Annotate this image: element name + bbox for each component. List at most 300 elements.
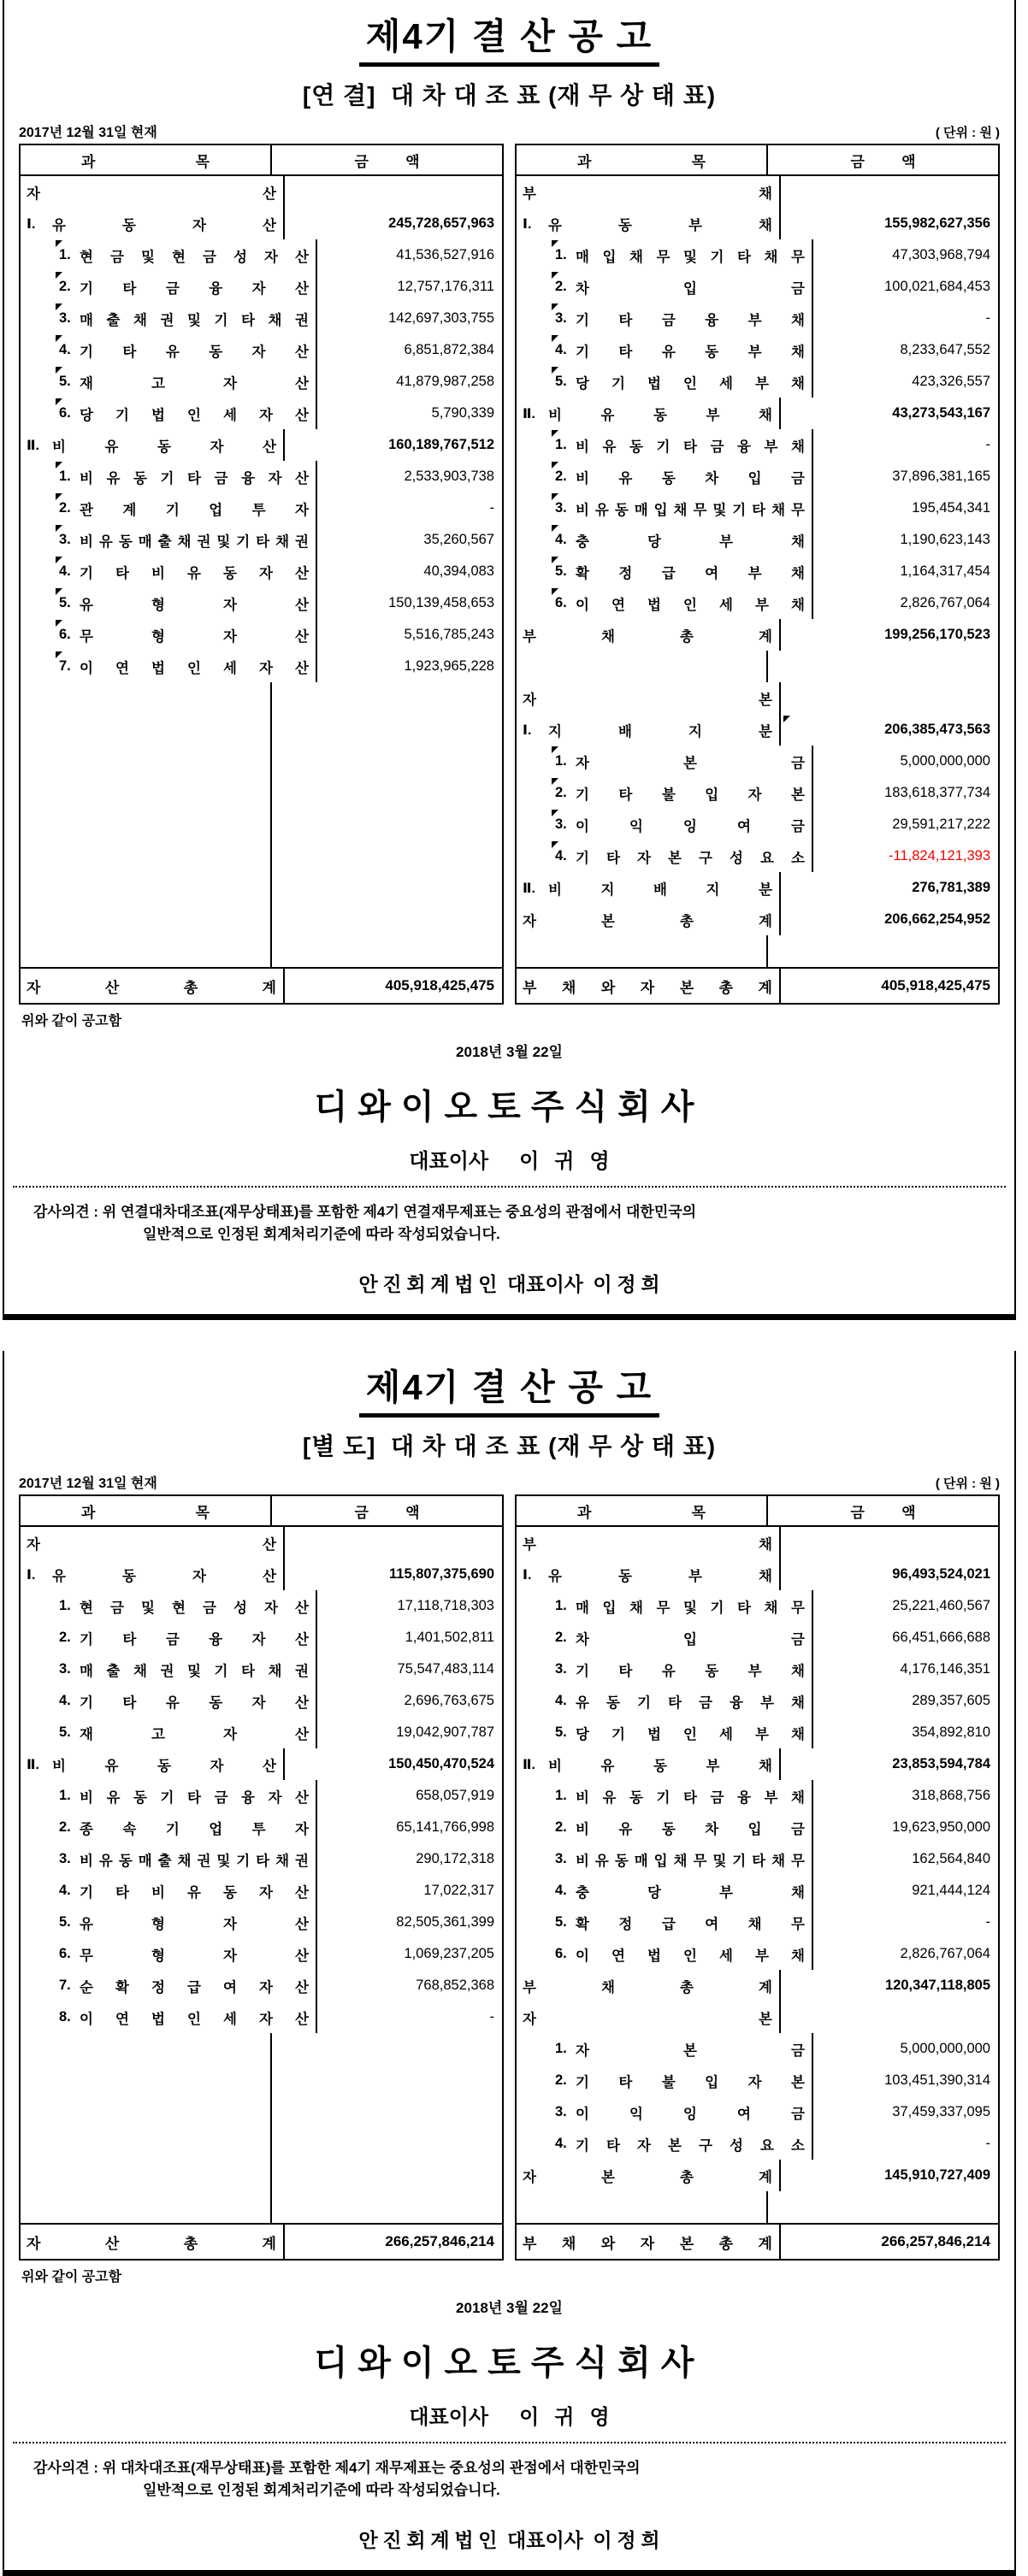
as-of-date: 2017년 12월 31일 현재: [19, 126, 157, 140]
table-row: [21, 969, 502, 1003]
table-row: [21, 1559, 502, 1590]
amount-value: 5,000,000,000: [900, 2041, 990, 2056]
table-header: [21, 145, 502, 176]
amount-cell: [317, 461, 502, 492]
amount-cell: [813, 1717, 998, 1748]
amount-cell: [317, 492, 502, 524]
table-row: [21, 176, 502, 208]
item-label: 3. 비 유 동 매 입 채 무 및 기 타 채 무: [517, 492, 813, 524]
as-of-date: 2017년 12월 31일 현재: [19, 1477, 157, 1491]
item-label: 3. 매 출 채 권 및 기 타 채 권: [21, 1653, 317, 1685]
amount-cell: [317, 1875, 502, 1907]
amount-cell: [768, 651, 998, 682]
note-marker-icon: [552, 525, 558, 532]
amount-value: 1,401,502,811: [405, 1630, 494, 1645]
item-label: 1. 비 유 동 기 타 금 융 자 산: [21, 461, 317, 492]
table-row: [517, 1622, 998, 1653]
amount-value: 8,233,647,552: [900, 342, 990, 357]
auditor-signature: 안 진 회 계 법 인 대표이사 이 정 희: [358, 2530, 660, 2551]
amount-value: 1,190,623,143: [900, 532, 990, 547]
note-marker-icon: [56, 367, 62, 374]
item-label: 1. 매 입 채 무 및 기 타 채 무: [517, 239, 813, 271]
note-marker-icon: [56, 462, 62, 469]
amount-value: 290,172,318: [416, 1851, 494, 1866]
amount-value: 82,505,361,399: [396, 1914, 494, 1930]
table-row: [21, 904, 502, 935]
amount-value: 658,057,919: [416, 1788, 494, 1803]
table-row: [21, 840, 502, 872]
amount-value: 103,451,390,314: [884, 2072, 990, 2088]
table-row: [517, 176, 998, 208]
ceo-signature: 대표이사 이 귀 영: [409, 1151, 610, 1173]
item-label: 7. 이 연 법 인 세 자 산: [21, 651, 317, 682]
amount-cell: [272, 2160, 502, 2191]
amount-cell: [317, 524, 502, 556]
amount-value: 160,189,767,512: [388, 437, 494, 452]
table-header: [517, 145, 998, 176]
balance-sheet-tables: [19, 144, 1000, 1005]
amount-cell: [813, 2096, 998, 2128]
amount-cell: [317, 1717, 502, 1748]
amount-value: 41,536,527,916: [396, 247, 494, 262]
item-label: 부 채 총 계: [517, 619, 781, 651]
item-label: [21, 2191, 272, 2223]
item-label: 3. 비 유 동 매 입 채 무 및 기 타 채 무: [517, 1843, 813, 1875]
item-label: [21, 2128, 272, 2160]
item-label: 4. 기 타 유 동 자 산: [21, 1685, 317, 1717]
amount-cell: [813, 2033, 998, 2065]
table-row: [21, 556, 502, 587]
amount-cell: [781, 2225, 998, 2259]
amount-cell: [813, 1812, 998, 1843]
table-row: [517, 935, 998, 967]
item-label: 3. 비 유 동 매 출 채 권 및 기 타 채 권: [21, 524, 317, 556]
item-label: 5. 재 고 자 산: [21, 1717, 317, 1748]
table-row: [21, 619, 502, 651]
announce-note: 위와 같이 공고함: [21, 1014, 122, 1029]
table-row: [21, 2160, 502, 2191]
item-label: 5. 확 정 급 여 부 채: [517, 556, 813, 587]
item-label: 2. 비 유 동 차 입 금: [517, 1812, 813, 1843]
amount-value: -: [985, 1914, 990, 1930]
table-row: [21, 303, 502, 334]
amount-value: 405,918,425,475: [881, 977, 990, 993]
table-row: [517, 969, 998, 1003]
item-label: 1. 현 금 및 현 금 성 자 산: [21, 239, 317, 271]
item-label: 자 본 총 계: [517, 2160, 781, 2191]
table-row: [517, 2096, 998, 2128]
title-row: [4, 9, 1014, 67]
table-row: [21, 492, 502, 524]
table-row: [517, 271, 998, 303]
table-row: [21, 714, 502, 746]
item-label: 4. 충 당 부 채: [517, 524, 813, 556]
table-row: [21, 872, 502, 904]
amount-cell: [272, 714, 502, 746]
amount-cell: [285, 1559, 502, 1590]
amount-cell: [813, 1907, 998, 1938]
amount-cell: [272, 809, 502, 840]
amount-value: 37,896,381,165: [892, 469, 990, 484]
item-label: 1. 자 본 금: [517, 746, 813, 777]
item-label: 4. 기 타 유 동 부 채: [517, 334, 813, 366]
item-label: 부 채 와 자 본 총 계: [517, 969, 781, 1003]
item-label: 1. 매 입 채 무 및 기 타 채 무: [517, 1590, 813, 1622]
note-marker-icon: [552, 493, 558, 500]
amount-value: -: [985, 437, 990, 452]
table-row: [517, 651, 998, 682]
table-row: [517, 682, 998, 714]
table-row: [21, 2033, 502, 2065]
table-total-row: [21, 2223, 502, 2259]
amount-cell: [272, 777, 502, 809]
amount-cell: [285, 969, 502, 1003]
amount-cell: [317, 1812, 502, 1843]
item-label: Ⅰ. 유 동 부 채: [517, 1559, 781, 1590]
table-row: [21, 2001, 502, 2033]
amount-cell: [317, 1590, 502, 1622]
amount-cell: [813, 1780, 998, 1812]
item-label: 1. 비 유 동 기 타 금 융 자 산: [21, 1780, 317, 1812]
amount-cell: [272, 2191, 502, 2223]
table-body: [21, 1527, 502, 2223]
item-label: 2. 기 타 금 융 자 산: [21, 1622, 317, 1653]
item-label: 7. 순 확 정 급 여 자 산: [21, 1970, 317, 2001]
table-row: [517, 208, 998, 239]
column-header-item: 과 목: [517, 145, 768, 174]
amount-value: 4,176,146,351: [900, 1661, 990, 1677]
amount-cell: [285, 176, 502, 208]
page-title: 제4기 결 산 공 고: [359, 1359, 659, 1418]
amount-cell: [285, 1748, 502, 1780]
amount-cell: [317, 1843, 502, 1875]
table-row: [21, 1748, 502, 1780]
item-label: 자 산: [21, 1527, 285, 1559]
amount-value: 37,459,337,095: [892, 2104, 990, 2119]
auditor-signature: 안 진 회 계 법 인 대표이사 이 정 희: [358, 1274, 660, 1295]
amount-value: 206,662,254,952: [884, 911, 990, 927]
amount-cell: [317, 334, 502, 366]
amount-value: 65,141,766,998: [396, 1819, 494, 1835]
table-row: [517, 1717, 998, 1748]
item-label: [21, 840, 272, 872]
table-row: [517, 872, 998, 904]
item-label: Ⅱ. 비 유 동 자 산: [21, 429, 285, 461]
table-row: [517, 492, 998, 524]
note-marker-icon: [56, 651, 62, 658]
note-marker-icon: [56, 272, 62, 279]
amount-cell: [813, 2128, 998, 2160]
amount-value: 43,273,543,167: [892, 405, 990, 421]
item-label: 6. 무 형 자 산: [21, 619, 317, 651]
amount-cell: [317, 556, 502, 587]
amount-value: -: [489, 2009, 494, 2025]
note-marker-icon: [552, 462, 558, 469]
item-label: 5. 당 기 법 인 세 부 채: [517, 366, 813, 398]
note-marker-icon: [56, 525, 62, 532]
item-label: 4. 기 타 자 본 구 성 요 소: [517, 840, 813, 872]
amount-cell: [317, 1622, 502, 1653]
amount-cell: [781, 2001, 998, 2033]
item-label: [517, 935, 768, 967]
note-marker-icon: [56, 557, 62, 563]
note-marker-icon: [552, 272, 558, 279]
company-name: 디와이오토주식회사: [314, 1088, 705, 1126]
amount-cell: [272, 746, 502, 777]
amount-value: 120,347,118,805: [885, 1978, 990, 1993]
item-label: 1. 비 유 동 기 타 금 융 부 채: [517, 1780, 813, 1812]
item-label: 부 채 와 자 본 총 계: [517, 2225, 781, 2259]
table-row: [21, 239, 502, 271]
announce-note: 위와 같이 공고함: [21, 2270, 122, 2284]
table-header: [517, 1496, 998, 1527]
item-label: 4. 기 타 비 유 동 자 산: [21, 1875, 317, 1907]
note-marker-icon: [56, 398, 62, 405]
table-row: [517, 746, 998, 777]
item-label: Ⅰ. 지 배 지 분: [517, 714, 781, 746]
amount-value: 206,385,473,563: [884, 722, 990, 737]
amount-value: 354,892,810: [912, 1724, 990, 1740]
amount-cell: [781, 1970, 998, 2001]
amount-cell: [317, 1938, 502, 1970]
announcement-section-separate: [3, 1351, 1016, 2576]
item-label: 4. 충 당 부 채: [517, 1875, 813, 1907]
amount-cell: [768, 935, 998, 967]
table-row: [517, 1875, 998, 1907]
table-row: [517, 619, 998, 651]
note-marker-icon: [552, 746, 558, 753]
amount-cell: [317, 303, 502, 334]
meta-row: [19, 1472, 1000, 1492]
amount-value: 23,853,594,784: [892, 1756, 990, 1771]
table-row: [517, 1653, 998, 1685]
item-label: 6. 당 기 법 인 세 자 산: [21, 398, 317, 429]
column-header-amount: 금 액: [850, 1504, 916, 1521]
amount-value: 19,042,907,787: [396, 1724, 494, 1740]
amount-cell: [781, 872, 998, 904]
liabilities-equity-table: [515, 1494, 1000, 2261]
statement-subtitle: [연 결] 대 차 대 조 표 (재 무 상 태 표): [302, 82, 717, 109]
amount-value: -11,824,121,393: [889, 848, 990, 864]
column-header-amount: 금 액: [850, 153, 916, 170]
item-label: 자 본: [517, 2001, 781, 2033]
amount-cell: [317, 239, 502, 271]
table-total-row: [21, 967, 502, 1003]
amount-value: 142,697,303,755: [388, 310, 494, 326]
note-marker-icon: [552, 810, 558, 816]
table-row: [517, 714, 998, 746]
table-row: [517, 1527, 998, 1559]
amount-cell: [781, 176, 998, 208]
amount-cell: [781, 208, 998, 239]
amount-cell: [317, 651, 502, 682]
table-row: [21, 1907, 502, 1938]
amount-value: 17,022,317: [423, 1883, 494, 1898]
amount-value: 266,257,846,214: [881, 2233, 990, 2249]
amount-cell: [813, 461, 998, 492]
amount-cell: [813, 2065, 998, 2096]
note-marker-icon: [552, 304, 558, 310]
assets-table: [19, 144, 504, 1005]
table-row: [21, 1938, 502, 1970]
unit-label: ( 단위 : 원 ): [935, 126, 1000, 140]
item-label: 부 채: [517, 1527, 781, 1559]
item-label: 2. 비 유 동 차 입 금: [517, 461, 813, 492]
table-row: [21, 2128, 502, 2160]
amount-value: 199,256,170,523: [884, 627, 990, 642]
amount-cell: [813, 556, 998, 587]
item-label: 3. 비 유 동 매 출 채 권 및 기 타 채 권: [21, 1843, 317, 1875]
item-label: 3. 이 익 잉 여 금: [517, 809, 813, 840]
amount-value: 41,879,987,258: [396, 374, 494, 389]
item-label: 4. 기 타 비 유 동 자 산: [21, 556, 317, 587]
amount-value: 150,450,470,524: [388, 1756, 494, 1771]
amount-value: 2,533,903,738: [404, 469, 494, 484]
amount-cell: [285, 1527, 502, 1559]
amount-cell: [813, 746, 998, 777]
table-row: [517, 1780, 998, 1812]
table-row: [517, 303, 998, 334]
audit-opinion-line2: 일반적으로 인정된 회계처리기준에 따라 작성되었습니다.: [143, 1225, 500, 1242]
amount-cell: [317, 1970, 502, 2001]
item-label: 5. 확 정 급 여 채 무: [517, 1907, 813, 1938]
amount-value: 162,564,840: [912, 1851, 990, 1866]
amount-value: 25,221,460,567: [892, 1598, 990, 1613]
amount-cell: [813, 587, 998, 619]
table-row: [517, 1685, 998, 1717]
amount-value: 276,781,389: [912, 880, 990, 895]
amount-value: 405,918,425,475: [385, 977, 494, 993]
amount-value: 289,357,605: [912, 1693, 990, 1708]
amount-cell: [781, 682, 998, 714]
item-label: Ⅱ. 비 유 동 부 채: [517, 1748, 781, 1780]
amount-cell: [317, 2001, 502, 2033]
amount-cell: [272, 682, 502, 714]
item-label: [21, 2096, 272, 2128]
amount-value: -: [489, 500, 494, 516]
amount-cell: [285, 429, 502, 461]
table-row: [21, 2225, 502, 2259]
amount-cell: [781, 619, 998, 651]
column-header-amount: 금 액: [354, 153, 420, 170]
item-label: 자 산: [21, 176, 285, 208]
amount-value: 145,910,727,409: [884, 2167, 990, 2183]
amount-cell: [272, 840, 502, 872]
audit-opinion-line1: 감사의견 : 위 연결대차대조표(재무상태표)를 포함한 제4기 연결재무제표는 중요성의 관점에서 대한민국의: [33, 1204, 697, 1220]
amount-cell: [781, 398, 998, 429]
amount-cell: [317, 271, 502, 303]
table-row: [517, 809, 998, 840]
item-label: 자 산 총 계: [21, 969, 285, 1003]
table-row: [21, 334, 502, 366]
amount-cell: [317, 1685, 502, 1717]
note-marker-icon: [552, 335, 558, 342]
item-label: [21, 777, 272, 809]
item-label: 부 채 총 계: [517, 1970, 781, 2001]
table-row: [517, 2065, 998, 2096]
amount-value: 768,852,368: [416, 1978, 494, 1993]
item-label: 3. 매 출 채 권 및 기 타 채 권: [21, 303, 317, 334]
balance-sheet-tables: [19, 1494, 1000, 2261]
table-row: [21, 809, 502, 840]
amount-cell: [781, 1559, 998, 1590]
item-label: 5. 유 형 자 산: [21, 587, 317, 619]
item-label: 1. 자 본 금: [517, 2033, 813, 2065]
item-label: 자 본: [517, 682, 781, 714]
meta-row: [19, 121, 1000, 141]
item-label: 2. 기 타 불 입 자 본: [517, 777, 813, 809]
amount-cell: [813, 429, 998, 461]
item-label: [517, 651, 768, 682]
note-marker-icon: [552, 778, 558, 785]
table-row: [21, 1622, 502, 1653]
table-body: [21, 176, 502, 967]
audit-opinion-line2: 일반적으로 인정된 회계처리기준에 따라 작성되었습니다.: [143, 2481, 500, 2498]
item-label: 자 본 총 계: [517, 904, 781, 935]
amount-value: 921,444,124: [912, 1883, 990, 1898]
item-label: 2. 종 속 기 업 투 자: [21, 1812, 317, 1843]
item-label: Ⅱ. 비 지 배 지 분: [517, 872, 781, 904]
table-row: [517, 461, 998, 492]
amount-value: 19,623,950,000: [892, 1819, 990, 1835]
column-header-amount: 금 액: [354, 1504, 420, 1521]
table-row: [517, 840, 998, 872]
table-row: [517, 1843, 998, 1875]
table-row: [517, 2001, 998, 2033]
item-label: 2. 차 입 금: [517, 1622, 813, 1653]
amount-cell: [813, 271, 998, 303]
column-header-item: 과 목: [21, 1496, 272, 1525]
amount-cell: [781, 714, 998, 746]
amount-cell: [813, 809, 998, 840]
amount-cell: [272, 2033, 502, 2065]
table-total-row: [517, 2223, 998, 2259]
item-label: [21, 682, 272, 714]
section-divider-gap: [0, 1320, 1028, 1351]
item-label: 5. 당 기 법 인 세 부 채: [517, 1717, 813, 1748]
table-row: [517, 1748, 998, 1780]
table-row: [517, 1938, 998, 1970]
unit-label: ( 단위 : 원 ): [935, 1477, 1000, 1491]
item-label: 2. 차 입 금: [517, 271, 813, 303]
assets-table: [19, 1494, 504, 2261]
amount-cell: [317, 398, 502, 429]
amount-cell: [285, 2225, 502, 2259]
amount-value: 5,790,339: [431, 405, 494, 421]
item-label: 5. 재 고 자 산: [21, 366, 317, 398]
amount-cell: [813, 492, 998, 524]
amount-value: 29,591,217,222: [892, 816, 990, 832]
amount-value: 183,618,377,734: [884, 785, 990, 800]
table-row: [517, 904, 998, 935]
amount-cell: [781, 1748, 998, 1780]
item-label: 6. 이 연 법 인 세 부 채: [517, 1938, 813, 1970]
amount-cell: [813, 840, 998, 872]
table-row: [21, 1812, 502, 1843]
item-label: 2. 기 타 금 융 자 산: [21, 271, 317, 303]
audit-opinion: [33, 2457, 1014, 2501]
table-row: [517, 1590, 998, 1622]
amount-cell: [781, 2160, 998, 2191]
amount-value: -: [985, 310, 990, 326]
amount-cell: [317, 587, 502, 619]
amount-cell: [813, 524, 998, 556]
company-name: 디와이오토주식회사: [314, 2344, 705, 2382]
amount-cell: [285, 208, 502, 239]
table-header: [21, 1496, 502, 1527]
item-label: 4. 유 동 기 타 금 융 부 채: [517, 1685, 813, 1717]
item-label: Ⅰ. 유 동 자 산: [21, 208, 285, 239]
